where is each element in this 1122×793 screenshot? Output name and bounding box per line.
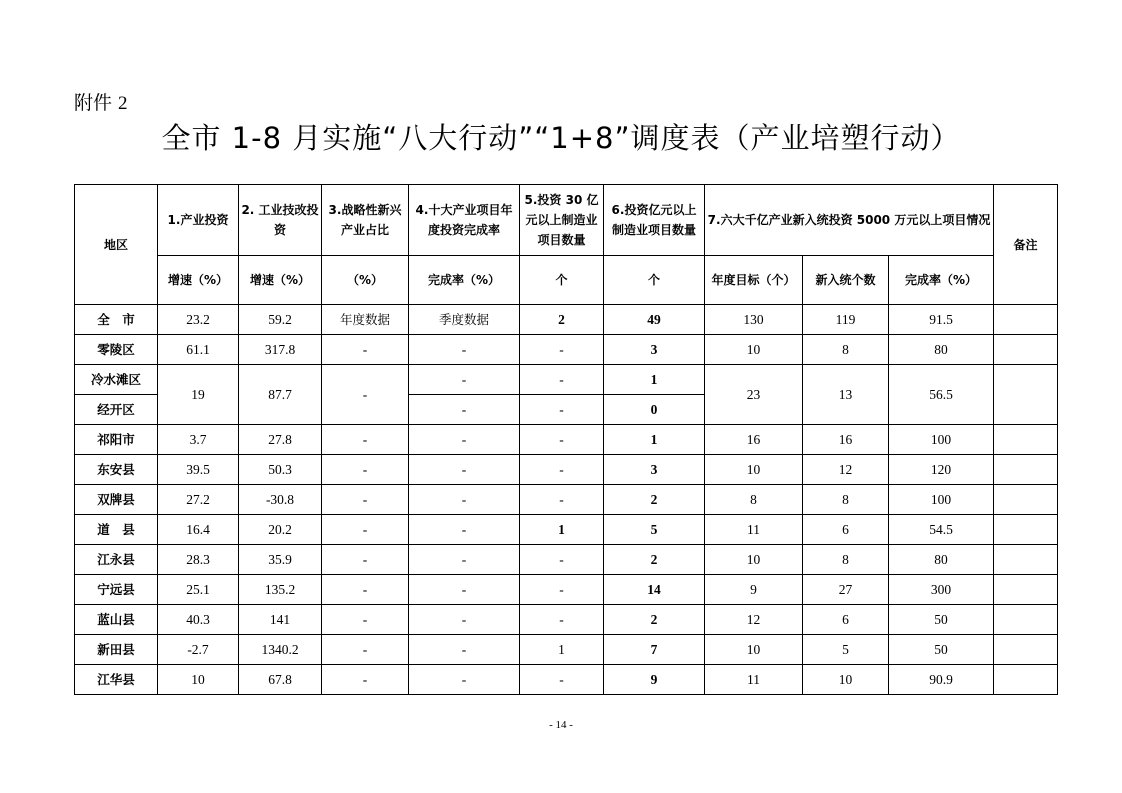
subheader-col1: 增速（%） xyxy=(158,256,239,305)
new-entries: 16 xyxy=(803,425,889,455)
subheader-col6: 个 xyxy=(604,256,705,305)
remark-cell xyxy=(994,635,1058,665)
remark-cell xyxy=(994,665,1058,695)
industry-investment-growth: 25.1 xyxy=(158,575,239,605)
completion-rate: 91.5 xyxy=(889,305,994,335)
project-completion-rate: - xyxy=(409,665,520,695)
project-completion-rate: 季度数据 xyxy=(409,305,520,335)
project-completion-rate: - xyxy=(409,455,520,485)
projects-100m-count: 2 xyxy=(604,605,705,635)
project-completion-rate: - xyxy=(409,395,520,425)
remark-cell xyxy=(994,365,1058,425)
annual-target: 16 xyxy=(705,425,803,455)
tech-investment-growth: 50.3 xyxy=(239,455,322,485)
attachment-label xyxy=(74,88,128,115)
projects-30b-count: - xyxy=(520,545,604,575)
project-completion-rate: - xyxy=(409,515,520,545)
remark-cell xyxy=(994,605,1058,635)
region-cell: 东安县 xyxy=(75,455,158,485)
region-cell: 经开区 xyxy=(75,395,158,425)
table-row xyxy=(75,515,1058,545)
project-completion-rate: - xyxy=(409,485,520,515)
emerging-industry-share: - xyxy=(322,515,409,545)
subheader-col7a: 年度目标（个） xyxy=(705,256,803,305)
header-col4: 4.十大产业项目年度投资完成率 xyxy=(409,185,520,256)
project-completion-rate: - xyxy=(409,335,520,365)
subheader-col7b: 新入统个数 xyxy=(803,256,889,305)
industry-investment-growth: 61.1 xyxy=(158,335,239,365)
table-row xyxy=(75,365,1058,395)
industry-investment-growth: 27.2 xyxy=(158,485,239,515)
page-number: - 14 - xyxy=(549,719,573,731)
projects-30b-count: - xyxy=(520,575,604,605)
completion-rate: 90.9 xyxy=(889,665,994,695)
emerging-industry-share: - xyxy=(322,425,409,455)
table-row xyxy=(75,455,1058,485)
header-col7: 7.六大千亿产业新入统投资 5000 万元以上项目情况 xyxy=(705,185,994,256)
annual-target: 130 xyxy=(705,305,803,335)
project-completion-rate: - xyxy=(409,635,520,665)
new-entries: 119 xyxy=(803,305,889,335)
region-cell: 江华县 xyxy=(75,665,158,695)
subheader-col2: 增速（%） xyxy=(239,256,322,305)
new-entries: 8 xyxy=(803,485,889,515)
table-row xyxy=(75,665,1058,695)
table-row xyxy=(75,635,1058,665)
tech-investment-growth: 135.2 xyxy=(239,575,322,605)
project-completion-rate: - xyxy=(409,575,520,605)
region-cell: 冷水滩区 xyxy=(75,365,158,395)
projects-100m-count: 1 xyxy=(604,425,705,455)
new-entries: 12 xyxy=(803,455,889,485)
header-row-sub xyxy=(75,256,1058,305)
new-entries: 10 xyxy=(803,665,889,695)
industry-investment-growth: 3.7 xyxy=(158,425,239,455)
tech-investment-growth: 141 xyxy=(239,605,322,635)
annual-target: 11 xyxy=(705,665,803,695)
emerging-industry-share: - xyxy=(322,485,409,515)
completion-rate: 120 xyxy=(889,455,994,485)
new-entries: 13 xyxy=(803,365,889,425)
remark-cell xyxy=(994,515,1058,545)
emerging-industry-share: - xyxy=(322,335,409,365)
projects-30b-count: 1 xyxy=(520,515,604,545)
table-row xyxy=(75,335,1058,365)
projects-100m-count: 14 xyxy=(604,575,705,605)
tech-investment-growth: 20.2 xyxy=(239,515,322,545)
industry-investment-growth: 16.4 xyxy=(158,515,239,545)
emerging-industry-share: - xyxy=(322,455,409,485)
completion-rate: 100 xyxy=(889,425,994,455)
subheader-col3: （%） xyxy=(322,256,409,305)
projects-100m-count: 2 xyxy=(604,545,705,575)
table-row xyxy=(75,425,1058,455)
tech-investment-growth: -30.8 xyxy=(239,485,322,515)
annual-target: 23 xyxy=(705,365,803,425)
remark-cell xyxy=(994,425,1058,455)
header-col2: 2. 工业技改投资 xyxy=(239,185,322,256)
region-cell: 新田县 xyxy=(75,635,158,665)
tech-investment-growth: 27.8 xyxy=(239,425,322,455)
emerging-industry-share: - xyxy=(322,365,409,425)
table-row xyxy=(75,545,1058,575)
emerging-industry-share: - xyxy=(322,575,409,605)
tech-investment-growth: 67.8 xyxy=(239,665,322,695)
annual-target: 10 xyxy=(705,545,803,575)
projects-30b-count: - xyxy=(520,365,604,395)
annual-target: 12 xyxy=(705,605,803,635)
tech-investment-growth: 1340.2 xyxy=(239,635,322,665)
tech-investment-growth: 59.2 xyxy=(239,305,322,335)
table-row xyxy=(75,485,1058,515)
subheader-col4: 完成率（%） xyxy=(409,256,520,305)
remark-cell xyxy=(994,455,1058,485)
projects-100m-count: 9 xyxy=(604,665,705,695)
region-cell: 祁阳市 xyxy=(75,425,158,455)
industry-investment-growth: -2.7 xyxy=(158,635,239,665)
header-col3: 3.战略性新兴产业占比 xyxy=(322,185,409,256)
tech-investment-growth: 35.9 xyxy=(239,545,322,575)
header-region: 地区 xyxy=(75,185,158,305)
header-remark: 备注 xyxy=(994,185,1058,305)
table-row xyxy=(75,575,1058,605)
page-title: 全市 1-8 月实施“八大行动”“1+8”调度表（产业培塑行动） xyxy=(161,121,961,155)
annual-target: 9 xyxy=(705,575,803,605)
remark-cell xyxy=(994,305,1058,335)
projects-100m-count: 3 xyxy=(604,455,705,485)
projects-100m-count: 5 xyxy=(604,515,705,545)
industry-investment-growth: 39.5 xyxy=(158,455,239,485)
projects-100m-count: 2 xyxy=(604,485,705,515)
project-completion-rate: - xyxy=(409,605,520,635)
emerging-industry-share: - xyxy=(322,605,409,635)
new-entries: 6 xyxy=(803,515,889,545)
new-entries: 5 xyxy=(803,635,889,665)
tech-investment-growth: 87.7 xyxy=(239,365,322,425)
annual-target: 8 xyxy=(705,485,803,515)
completion-rate: 50 xyxy=(889,605,994,635)
annual-target: 10 xyxy=(705,635,803,665)
region-cell: 零陵区 xyxy=(75,335,158,365)
region-cell: 全 市 xyxy=(75,305,158,335)
projects-30b-count: - xyxy=(520,665,604,695)
emerging-industry-share: - xyxy=(322,665,409,695)
projects-30b-count: - xyxy=(520,455,604,485)
industry-investment-growth: 23.2 xyxy=(158,305,239,335)
industry-investment-growth: 40.3 xyxy=(158,605,239,635)
region-cell: 道 县 xyxy=(75,515,158,545)
projects-30b-count: - xyxy=(520,395,604,425)
projects-30b-count: 2 xyxy=(520,305,604,335)
tech-investment-growth: 317.8 xyxy=(239,335,322,365)
subheader-col7c: 完成率（%） xyxy=(889,256,994,305)
new-entries: 27 xyxy=(803,575,889,605)
completion-rate: 300 xyxy=(889,575,994,605)
projects-100m-count: 0 xyxy=(604,395,705,425)
annual-target: 10 xyxy=(705,455,803,485)
industry-investment-growth: 19 xyxy=(158,365,239,425)
projects-30b-count: - xyxy=(520,425,604,455)
projects-30b-count: - xyxy=(520,605,604,635)
completion-rate: 100 xyxy=(889,485,994,515)
annual-target: 11 xyxy=(705,515,803,545)
new-entries: 6 xyxy=(803,605,889,635)
projects-30b-count: 1 xyxy=(520,635,604,665)
emerging-industry-share: - xyxy=(322,635,409,665)
table-row xyxy=(75,605,1058,635)
header-col6: 6.投资亿元以上制造业项目数量 xyxy=(604,185,705,256)
projects-100m-count: 3 xyxy=(604,335,705,365)
header-row-main xyxy=(75,185,1058,256)
projects-100m-count: 7 xyxy=(604,635,705,665)
remark-cell xyxy=(994,335,1058,365)
remark-cell xyxy=(994,485,1058,515)
new-entries: 8 xyxy=(803,545,889,575)
annual-target: 10 xyxy=(705,335,803,365)
projects-30b-count: - xyxy=(520,485,604,515)
region-cell: 蓝山县 xyxy=(75,605,158,635)
region-cell: 宁远县 xyxy=(75,575,158,605)
header-col5: 5.投资 30 亿元以上制造业项目数量 xyxy=(520,185,604,256)
completion-rate: 56.5 xyxy=(889,365,994,425)
project-completion-rate: - xyxy=(409,545,520,575)
completion-rate: 80 xyxy=(889,335,994,365)
completion-rate: 80 xyxy=(889,545,994,575)
table-row xyxy=(75,305,1058,335)
projects-30b-count: - xyxy=(520,335,604,365)
projects-100m-count: 1 xyxy=(604,365,705,395)
new-entries: 8 xyxy=(803,335,889,365)
attachment-number: 2 xyxy=(118,93,128,114)
emerging-industry-share: 年度数据 xyxy=(322,305,409,335)
region-cell: 双牌县 xyxy=(75,485,158,515)
region-cell: 江永县 xyxy=(75,545,158,575)
project-completion-rate: - xyxy=(409,365,520,395)
industry-investment-growth: 10 xyxy=(158,665,239,695)
remark-cell xyxy=(994,575,1058,605)
header-col1: 1.产业投资 xyxy=(158,185,239,256)
industry-investment-growth: 28.3 xyxy=(158,545,239,575)
attachment-prefix: 附件 xyxy=(74,92,119,114)
remark-cell xyxy=(994,545,1058,575)
projects-100m-count: 49 xyxy=(604,305,705,335)
emerging-industry-share: - xyxy=(322,545,409,575)
project-completion-rate: - xyxy=(409,425,520,455)
dispatch-table xyxy=(74,184,1058,695)
subheader-col5: 个 xyxy=(520,256,604,305)
completion-rate: 54.5 xyxy=(889,515,994,545)
completion-rate: 50 xyxy=(889,635,994,665)
